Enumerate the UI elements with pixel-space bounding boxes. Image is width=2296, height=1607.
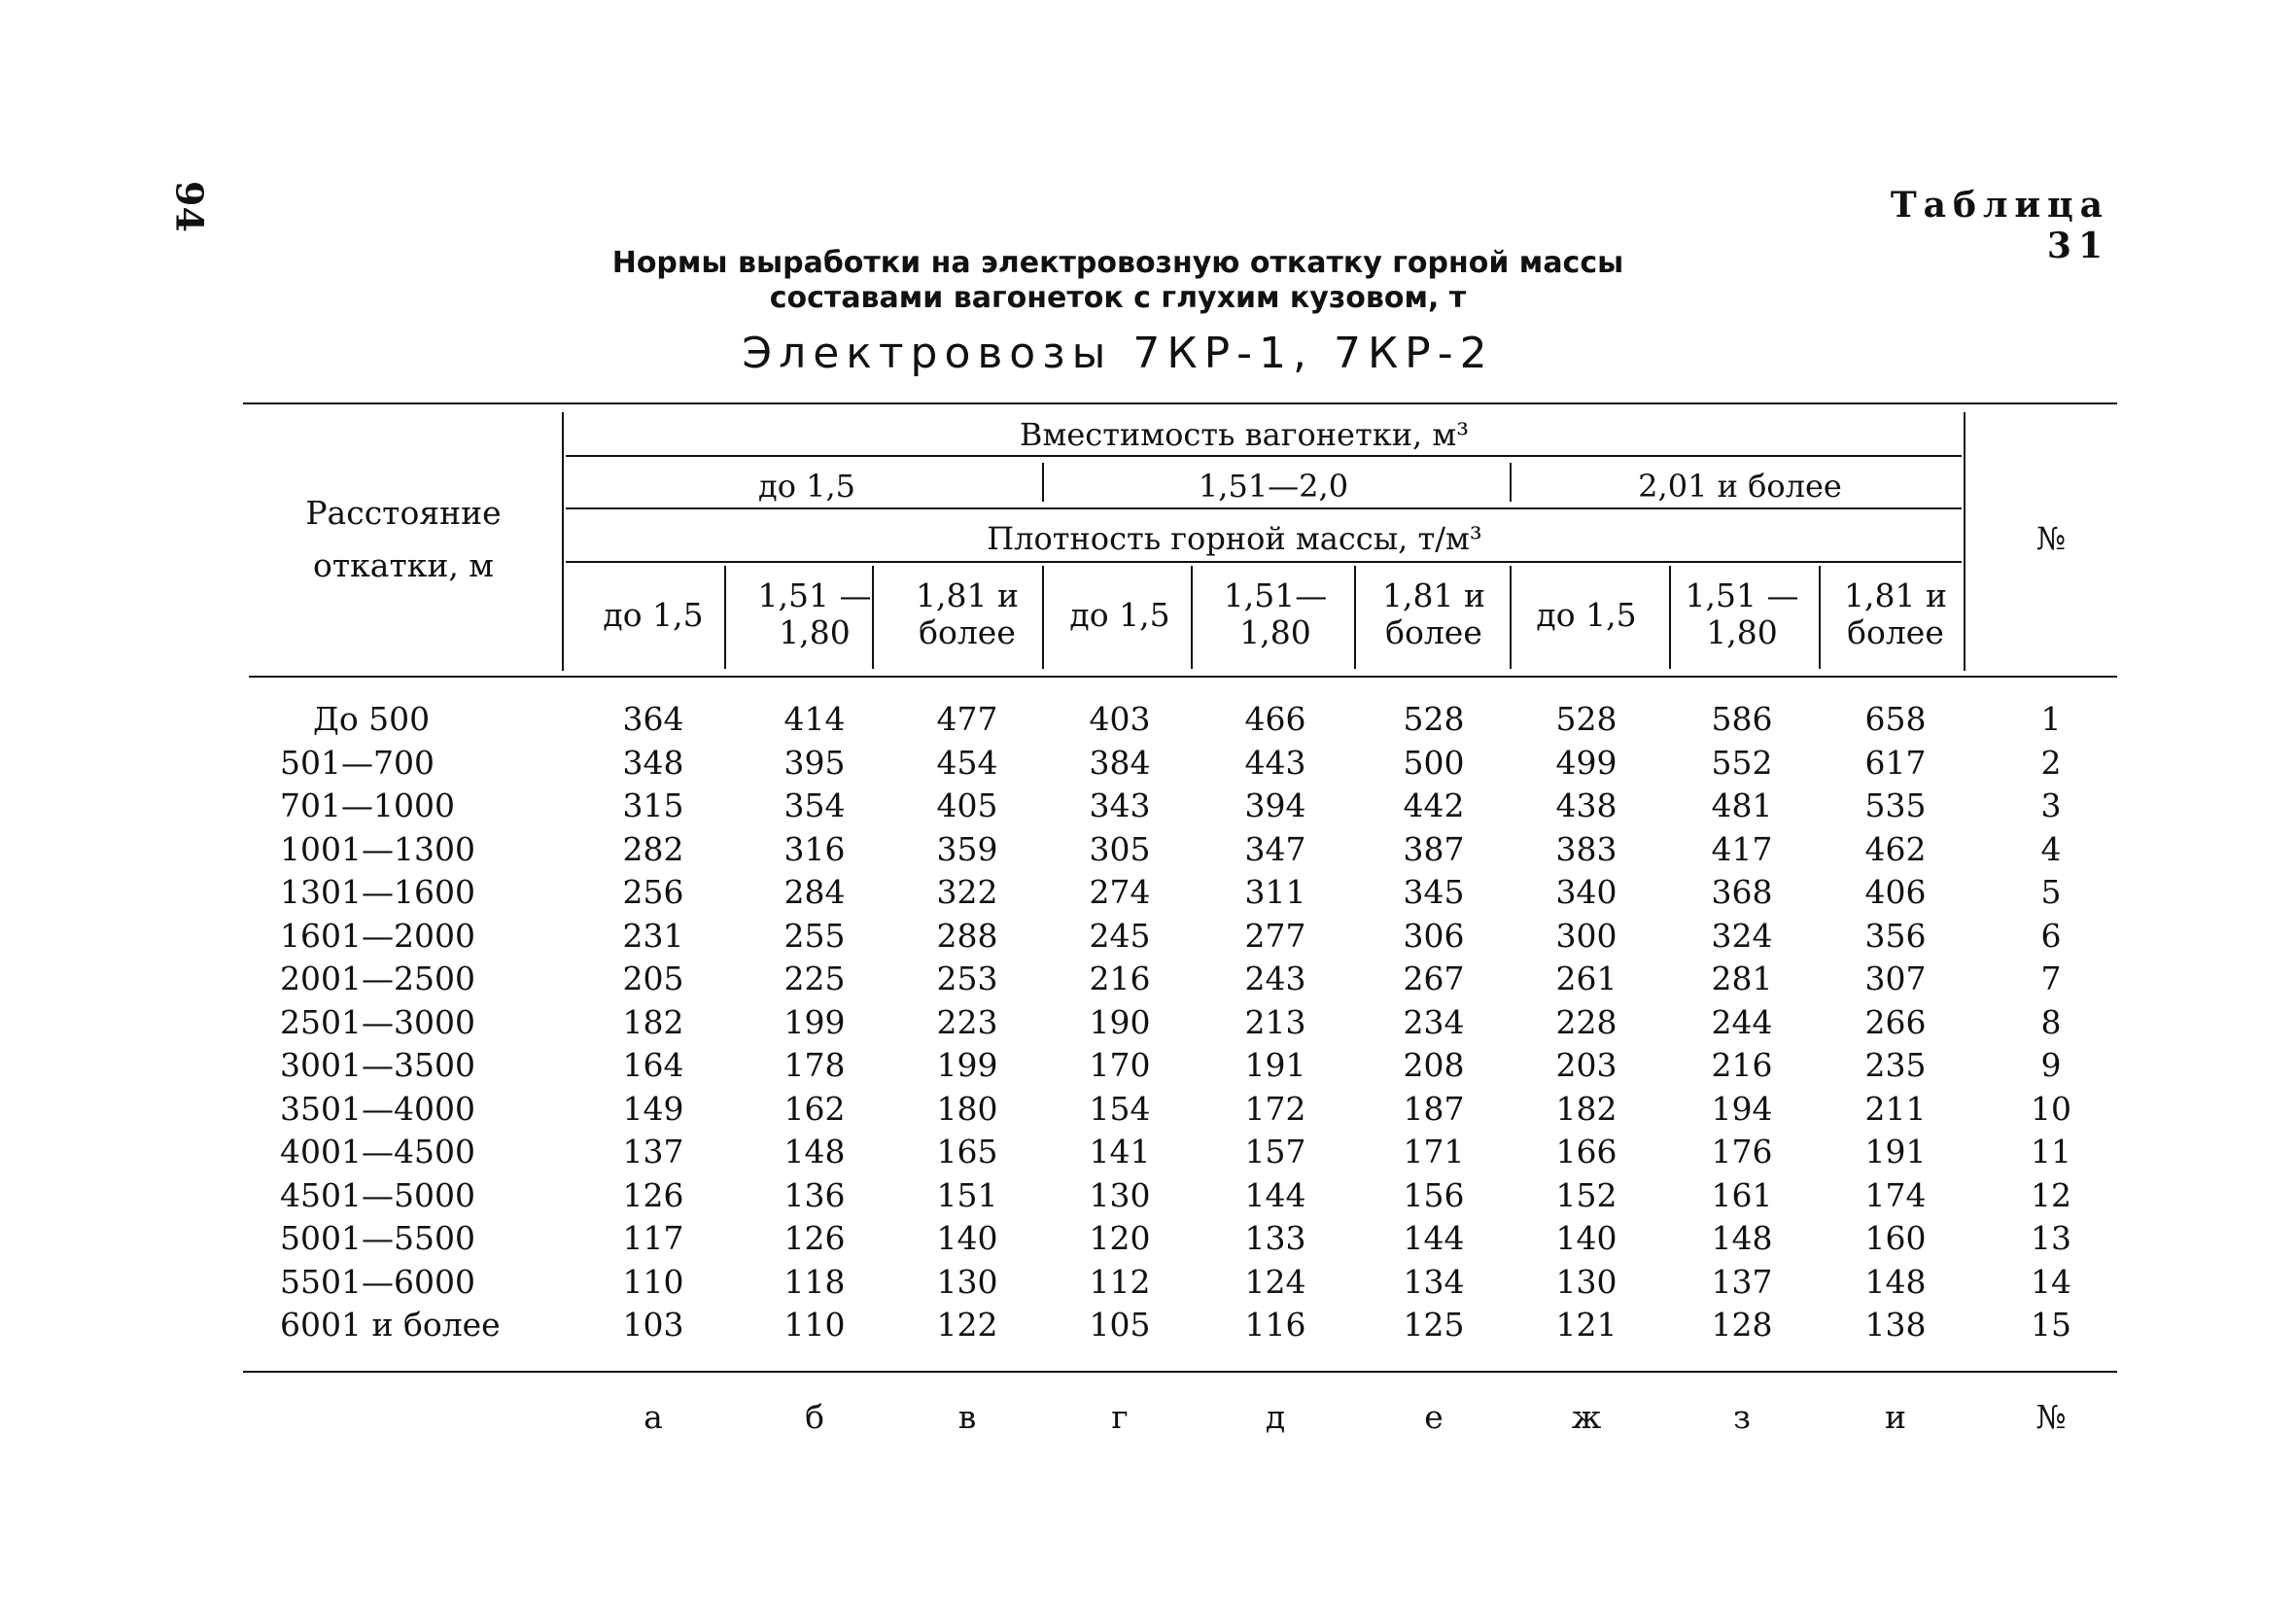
row-number: 14: [2031, 1262, 2071, 1301]
table-top-rule: [243, 402, 2117, 404]
table-cell: 199: [936, 1046, 998, 1084]
density-col-header-3-line1: 1,81 и: [916, 576, 1019, 614]
table-cell: 395: [783, 743, 846, 782]
density-col-header-2-line1: 1,51 —: [757, 576, 872, 614]
table-cell: 316: [783, 829, 846, 868]
table-cell: 315: [622, 786, 684, 824]
row-distance: До 500: [313, 700, 431, 738]
table-cell: 261: [1555, 960, 1618, 997]
table-cell: 234: [1403, 1002, 1465, 1041]
table-cell: 406: [1864, 873, 1927, 911]
table-cell: 166: [1555, 1133, 1618, 1170]
table-cell: 116: [1244, 1306, 1306, 1344]
table-cell: 306: [1403, 916, 1465, 955]
table-cell: 284: [783, 873, 846, 911]
density-col-header-3-line2: более: [919, 613, 1016, 651]
row-number: 5: [2040, 873, 2062, 911]
table-cell: 552: [1711, 743, 1773, 782]
table-cell: 182: [1555, 1089, 1618, 1128]
column-letter: д: [1265, 1398, 1286, 1436]
table-cell: 161: [1711, 1175, 1773, 1214]
table-cell: 256: [622, 873, 684, 911]
table-cell: 368: [1711, 873, 1773, 911]
column-letter: з: [1733, 1398, 1751, 1436]
row-number: 2: [2040, 743, 2062, 782]
table-cell: 243: [1244, 960, 1306, 997]
table-cell: 194: [1711, 1089, 1773, 1128]
table-cell: 190: [1089, 1002, 1151, 1041]
table-cell: 137: [1711, 1262, 1773, 1301]
header-bottom-rule: [249, 676, 2117, 678]
table-cell: 121: [1555, 1306, 1618, 1344]
table-cell: 231: [622, 916, 684, 955]
table-cell: 216: [1089, 960, 1151, 997]
table-cell: 120: [1089, 1219, 1151, 1257]
table-cell: 164: [622, 1046, 684, 1084]
column-letter: ж: [1571, 1398, 1602, 1436]
table-cell: 477: [936, 700, 998, 738]
row-number: 4: [2040, 829, 2062, 868]
table-cell: 125: [1403, 1306, 1465, 1344]
row-number: 10: [2031, 1089, 2071, 1128]
column-letter: е: [1424, 1398, 1444, 1436]
table-cell: 134: [1403, 1262, 1465, 1301]
table-cell: 141: [1089, 1133, 1151, 1170]
col-divider-6: [1510, 566, 1512, 669]
table-cell: 462: [1864, 829, 1927, 868]
row-distance: 2001—2500: [280, 960, 475, 997]
table-cell: 225: [783, 960, 846, 997]
density-col-header-9-line1: 1,81 и: [1844, 576, 1947, 614]
table-cell: 110: [622, 1262, 684, 1301]
row-distance: 1001—1300: [280, 829, 475, 868]
table-cell: 122: [936, 1306, 998, 1344]
table-cell: 208: [1403, 1046, 1465, 1084]
table-cell: 152: [1555, 1175, 1618, 1214]
capacity-group-1: до 1,5: [757, 468, 856, 505]
table-cell: 165: [936, 1133, 998, 1170]
table-cell: 617: [1864, 743, 1927, 782]
col-divider-8: [1819, 566, 1821, 669]
table-bottom-rule: [243, 1371, 2117, 1373]
table-cell: 245: [1089, 916, 1151, 955]
row-distance: 5001—5500: [280, 1219, 475, 1257]
table-cell: 347: [1244, 829, 1306, 868]
table-label: Таблица 31: [1890, 185, 2109, 266]
table-cell: 112: [1089, 1262, 1151, 1301]
row-distance: 5501—6000: [280, 1262, 475, 1301]
table-cell: 171: [1403, 1133, 1465, 1170]
table-cell: 282: [622, 829, 684, 868]
density-col-header-7-line1: до 1,5: [1536, 596, 1637, 634]
density-col-header-1-line1: до 1,5: [603, 596, 704, 634]
table-cell: 191: [1244, 1046, 1306, 1084]
table-cell: 277: [1244, 916, 1306, 955]
table-cell: 535: [1864, 786, 1927, 824]
row-number: 3: [2040, 786, 2062, 824]
table-cell: 126: [783, 1219, 846, 1257]
table-cell: 187: [1403, 1089, 1465, 1128]
table-cell: 235: [1864, 1046, 1927, 1084]
table-cell: 110: [783, 1306, 846, 1344]
row-distance: 3501—4000: [280, 1089, 475, 1128]
table-cell: 359: [936, 829, 998, 868]
density-col-header-6-line1: 1,81 и: [1382, 576, 1485, 614]
density-col-header-4-line1: до 1,5: [1069, 596, 1170, 634]
row-label-header-line1: Расстояние: [305, 494, 502, 532]
table-cell: 117: [622, 1219, 684, 1257]
table-subtitle: Электровозы 7КР-1, 7КР-2: [742, 329, 1494, 378]
table-title-line2: составами вагонеток с глухим кузовом, т: [769, 281, 1467, 315]
table-cell: 170: [1089, 1046, 1151, 1084]
table-cell: 148: [1864, 1262, 1927, 1301]
table-cell: 405: [936, 786, 998, 824]
table-cell: 151: [936, 1175, 998, 1214]
row-distance: 3001—3500: [280, 1046, 475, 1084]
table-cell: 383: [1555, 829, 1618, 868]
table-cell: 148: [1711, 1219, 1773, 1257]
table-cell: 199: [783, 1002, 846, 1041]
table-cell: 253: [936, 960, 998, 997]
table-cell: 228: [1555, 1002, 1618, 1041]
table-cell: 213: [1244, 1002, 1306, 1041]
col-divider-5: [1354, 566, 1356, 669]
row-number: 15: [2031, 1306, 2071, 1344]
table-cell: 364: [622, 700, 684, 738]
row-distance: 6001 и более: [280, 1306, 501, 1344]
density-columns-rule: [566, 561, 1962, 563]
table-title-line1: Нормы выработки на электровозную откатку горной массы: [611, 246, 1624, 280]
row-number: 12: [2031, 1175, 2071, 1214]
table-cell: 288: [936, 916, 998, 955]
table-cell: 300: [1555, 916, 1618, 955]
column-letter: г: [1111, 1398, 1129, 1436]
table-cell: 148: [783, 1133, 846, 1170]
table-cell: 103: [622, 1306, 684, 1344]
table-cell: 105: [1089, 1306, 1151, 1344]
density-col-header-8-line1: 1,51 —: [1685, 576, 1799, 614]
row-distance: 1301—1600: [280, 873, 475, 911]
table-cell: 500: [1403, 743, 1465, 782]
column-letter: б: [805, 1398, 824, 1436]
table-cell: 266: [1864, 1002, 1927, 1041]
row-number: 6: [2040, 916, 2062, 955]
table-cell: 281: [1711, 960, 1773, 997]
row-number: 11: [2031, 1133, 2071, 1170]
table-cell: 216: [1711, 1046, 1773, 1084]
row-distance: 1601—2000: [280, 916, 475, 955]
table-cell: 305: [1089, 829, 1151, 868]
capacity-rule: [566, 455, 1962, 457]
row-label-divider: [562, 412, 564, 671]
table-cell: 345: [1403, 873, 1465, 911]
capacity-group-3: 2,01 и более: [1638, 468, 1842, 505]
table-cell: 144: [1244, 1175, 1306, 1214]
table-cell: 274: [1089, 873, 1151, 911]
table-cell: 267: [1403, 960, 1465, 997]
page-number: 94: [167, 181, 212, 232]
table-cell: 182: [622, 1002, 684, 1041]
table-cell: 394: [1244, 786, 1306, 824]
table-cell: 172: [1244, 1089, 1306, 1128]
density-col-header-5-line1: 1,51—: [1223, 576, 1328, 614]
table-cell: 203: [1555, 1046, 1618, 1084]
table-cell: 137: [622, 1133, 684, 1170]
table-cell: 178: [783, 1046, 846, 1084]
table-cell: 128: [1711, 1306, 1773, 1344]
table-cell: 130: [936, 1262, 998, 1301]
table-cell: 442: [1403, 786, 1465, 824]
table-cell: 417: [1711, 829, 1773, 868]
table-cell: 118: [783, 1262, 846, 1301]
row-distance: 2501—3000: [280, 1002, 475, 1041]
density-col-header-6-line2: более: [1385, 613, 1482, 651]
density-col-header-2-line2: 1,80: [779, 613, 851, 651]
table-cell: 223: [936, 1002, 998, 1041]
table-cell: 180: [936, 1089, 998, 1128]
table-cell: 205: [622, 960, 684, 997]
table-cell: 384: [1089, 743, 1151, 782]
col-divider-3: [1042, 566, 1044, 669]
table-cell: 138: [1864, 1306, 1927, 1344]
group-divider-2: [1510, 463, 1512, 502]
table-cell: 140: [1555, 1219, 1618, 1257]
number-header: №: [2035, 520, 2067, 557]
table-cell: 466: [1244, 700, 1306, 738]
table-cell: 438: [1555, 786, 1618, 824]
row-number: 9: [2040, 1046, 2062, 1084]
group-divider-1: [1042, 463, 1044, 502]
table-cell: 136: [783, 1175, 846, 1214]
row-distance: 4001—4500: [280, 1133, 475, 1170]
table-cell: 160: [1864, 1219, 1927, 1257]
row-number: 7: [2040, 960, 2062, 997]
table-cell: 387: [1403, 829, 1465, 868]
table-cell: 586: [1711, 700, 1773, 738]
table-cell: 348: [622, 743, 684, 782]
table-cell: 340: [1555, 873, 1618, 911]
table-cell: 244: [1711, 1002, 1773, 1041]
table-cell: 343: [1089, 786, 1151, 824]
table-cell: 191: [1864, 1133, 1927, 1170]
row-distance: 501—700: [280, 743, 435, 782]
column-letter: и: [1885, 1398, 1906, 1436]
table-cell: 156: [1403, 1175, 1465, 1214]
row-number: 13: [2031, 1219, 2071, 1257]
table-cell: 133: [1244, 1219, 1306, 1257]
table-cell: 414: [783, 700, 846, 738]
table-cell: 144: [1403, 1219, 1465, 1257]
table-cell: 130: [1555, 1262, 1618, 1301]
density-col-header-5-line2: 1,80: [1239, 613, 1311, 651]
row-distance: 701—1000: [280, 786, 455, 824]
table-cell: 356: [1864, 916, 1927, 955]
row-number: 1: [2040, 700, 2062, 738]
table-cell: 211: [1864, 1089, 1927, 1128]
density-header: Плотность горной массы, т/м³: [987, 520, 1482, 557]
table-cell: 443: [1244, 743, 1306, 782]
table-cell: 130: [1089, 1175, 1151, 1214]
table-cell: 149: [622, 1089, 684, 1128]
table-cell: 154: [1089, 1089, 1151, 1128]
table-cell: 255: [783, 916, 846, 955]
table-cell: 658: [1864, 700, 1927, 738]
table-cell: 528: [1403, 700, 1465, 738]
density-col-header-8-line2: 1,80: [1706, 613, 1778, 651]
table-cell: 162: [783, 1089, 846, 1128]
table-cell: 176: [1711, 1133, 1773, 1170]
table-cell: 324: [1711, 916, 1773, 955]
density-title-rule: [566, 507, 1962, 509]
table-cell: 454: [936, 743, 998, 782]
table-cell: 124: [1244, 1262, 1306, 1301]
capacity-header: Вместимость вагонетки, м³: [1019, 416, 1470, 453]
table-cell: 481: [1711, 786, 1773, 824]
table-cell: 157: [1244, 1133, 1306, 1170]
row-distance: 4501—5000: [280, 1175, 475, 1214]
capacity-group-2: 1,51—2,0: [1198, 468, 1349, 505]
column-letter: в: [957, 1398, 977, 1436]
column-letter: а: [644, 1398, 663, 1436]
table-cell: 354: [783, 786, 846, 824]
table-cell: 311: [1244, 873, 1306, 911]
table-cell: 140: [936, 1219, 998, 1257]
table-cell: 307: [1864, 960, 1927, 997]
row-label-header-line2: откатки, м: [313, 546, 494, 584]
table-cell: 126: [622, 1175, 684, 1214]
density-col-header-9-line2: более: [1847, 613, 1944, 651]
footer-number-symbol: №: [2035, 1398, 2067, 1436]
row-number: 8: [2040, 1002, 2062, 1041]
table-cell: 322: [936, 873, 998, 911]
table-cell: 528: [1555, 700, 1618, 738]
table-cell: 403: [1089, 700, 1151, 738]
table-cell: 174: [1864, 1175, 1927, 1214]
table-cell: 499: [1555, 743, 1618, 782]
